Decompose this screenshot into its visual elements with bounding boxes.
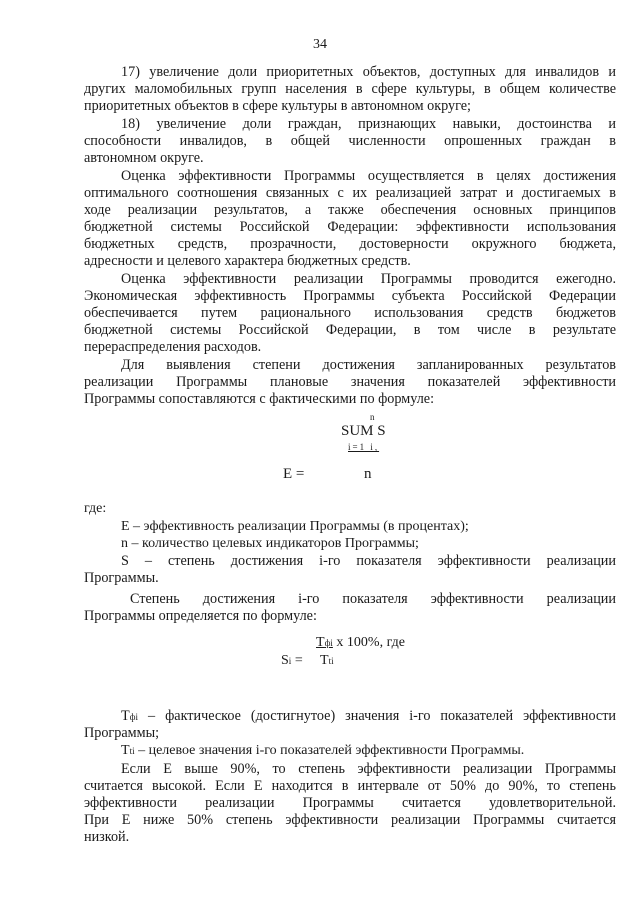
- item18-line: 18) увеличение доли граждан, признающих навыки, достоинства и: [121, 116, 616, 132]
- item17-line: других маломобильных групп населения в сфере культуры, в общем количестве: [84, 81, 616, 97]
- final-line: считается высокой. Если Е находится в интервале от 50% до 90%, то степень: [84, 778, 616, 794]
- item18-line: способности инвалидов, в общей численности опрошенных граждан в: [84, 133, 616, 149]
- formula2-numerator-sub: фi: [324, 638, 333, 648]
- def-s-line: S – степень достижения i-го показателя эффективности реализации: [121, 553, 616, 569]
- def-s-line: Программы.: [84, 570, 159, 586]
- para1-line: оптимального соотношения связанных с их реализацией затрат и достигаемых в: [84, 185, 616, 201]
- para2-line: Оценка эффективности реализации Программы проводится ежегодно.: [121, 271, 616, 287]
- formula2-denominator: [320, 653, 334, 669]
- formula2-denominator-t: Т: [320, 653, 329, 668]
- item18-line: автономном округе.: [84, 150, 204, 166]
- para1-line: Оценка эффективности Программы осуществляется в целях достижения: [121, 168, 616, 184]
- def-e: Е – эффективность реализации Программы (в процентах);: [121, 519, 469, 534]
- formula2-lhs-sub: i: [288, 656, 292, 666]
- para3-line: Для выявления степени достижения запланированных результатов: [121, 357, 616, 373]
- para3-line: Программы сопоставляются с фактическими по формуле:: [84, 391, 435, 407]
- para1-line: бюджетной системы Российской Федерации: эффективности использования: [84, 219, 616, 235]
- para2-line: обеспечивается путем рационального использования средств бюджетов: [84, 305, 616, 321]
- item17-line: 17) увеличение доли приоритетных объектов, доступных для инвалидов и: [121, 64, 616, 80]
- para1-line: ходе реализации результатов, а также обеспечения основных принципов: [84, 202, 616, 218]
- formula2-numerator: [316, 635, 405, 651]
- def-tfi-line: [121, 708, 616, 725]
- para2-line: перераспределения расходов.: [84, 339, 262, 355]
- final-line: Если Е выше 90%, то степень эффективности реализации Программы: [121, 761, 616, 777]
- para2-line: бюджетной системы Российской Федерации, в том числе в результате: [84, 322, 616, 338]
- formula2-numerator-t: Т: [316, 635, 325, 650]
- final-line: низкой.: [84, 829, 130, 845]
- def-n: n – количество целевых индикаторов Программы;: [121, 536, 419, 551]
- formula1-denominator: n: [364, 466, 372, 482]
- where-label: где:: [84, 501, 107, 516]
- def-tti-sub: ti: [129, 746, 135, 756]
- item17-line: приоритетных объектов в сфере культуры в автономном округе;: [84, 98, 471, 114]
- final-line: эффективности реализации Программы считается удовлетворительной.: [84, 795, 616, 811]
- para2-line: Экономическая эффективность Программы субъекта Российской Федерации: [84, 288, 616, 304]
- formula2-lhs-eq: =: [291, 653, 303, 668]
- formula1-sub: i=1 i,: [348, 442, 380, 452]
- def-tfi-text: – фактическое (достигнутое) значения i-го показателей эффективности: [138, 708, 616, 724]
- def-tfi-t: Т: [121, 708, 130, 724]
- def-tfi-line: Программы;: [84, 725, 160, 741]
- formula1-sum: SUM S: [341, 423, 386, 439]
- para1-line: адресности и целевого характера бюджетных средств.: [84, 253, 411, 269]
- formula1-lhs: E =: [283, 466, 305, 482]
- formula2-denominator-sub: ti: [328, 656, 334, 666]
- formula2-lhs-s: S: [281, 653, 289, 668]
- para1-line: бюджетных средств, прозрачности, достоверности окружного бюджета,: [84, 236, 616, 252]
- def-tfi-sub: фi: [129, 712, 139, 722]
- def-tti-text: – целевое значения i-го показателей эффективности Программы.: [134, 743, 525, 758]
- formula2-lhs: [281, 653, 303, 669]
- page-number: 34: [313, 37, 327, 52]
- final-line: При Е ниже 50% степень эффективности реализации Программы считается: [84, 812, 616, 828]
- formula1-sup: n: [370, 412, 375, 422]
- formula2-numerator-rest: x 100%, где: [332, 635, 405, 650]
- def-si-line: Программы определяется по формуле:: [84, 608, 317, 624]
- def-tti-line: [121, 743, 524, 759]
- def-si-line: Степень достижения i-го показателя эффективности реализации: [130, 591, 616, 607]
- def-tti-t: Т: [121, 743, 130, 758]
- para3-line: реализации Программы плановые значения показателей эффективности: [84, 374, 616, 390]
